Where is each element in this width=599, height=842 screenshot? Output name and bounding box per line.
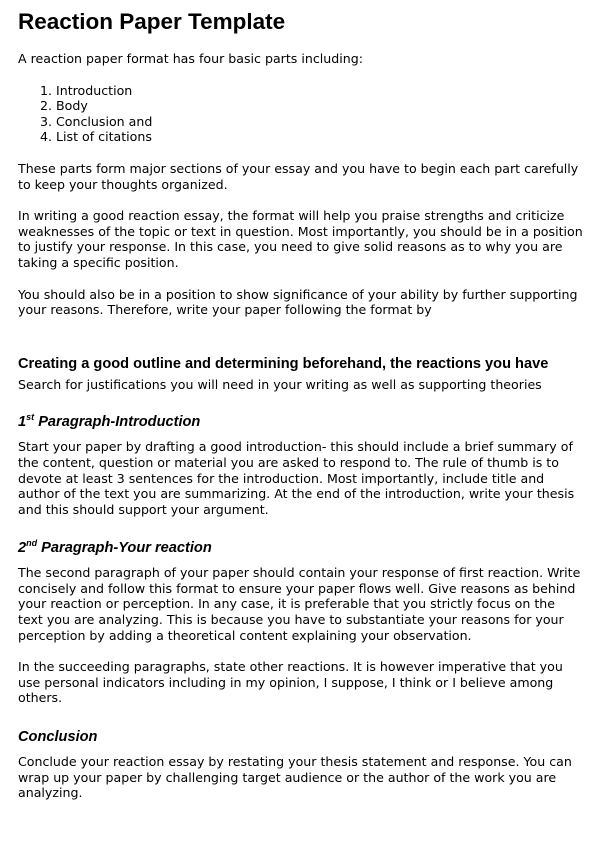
- list-item: 2. Body: [56, 98, 583, 114]
- heading-number: 2: [18, 540, 27, 557]
- list-item: 4. List of citations: [56, 129, 583, 145]
- list-item: 3. Conclusion and: [56, 114, 583, 130]
- conclusion-heading: Conclusion: [18, 729, 98, 746]
- body-paragraph: These parts form major sections of your essay and you have to begin each part carefully to keep your thoughts organized.: [18, 160, 579, 192]
- outline-heading: Creating a good outline and determining beforehand, the reactions you have: [18, 355, 549, 372]
- heading-ordinal: st: [26, 412, 35, 423]
- paragraph1-text: Start your paper by drafting a good introduction- this should include a brief summary of the content, question or material you are asked to respond to. The rule of thumb is to devote at least 3 sentences for the introduction. Most importantly, include title and author of the text you are summarizing. At the end of the introduction, write your thesis and this should support your argument.: [18, 439, 575, 517]
- body-paragraph: You should also be in a position to show significance of your ability by further supporting your reasons. Therefore, write your paper following the format by: [18, 286, 578, 318]
- body-paragraph: In writing a good reaction essay, the format will help you praise strengths and criticize weaknesses of the topic or text in question. Most importantly, you should be in a position to justify your response. In this case, you need to give solid reasons as to why you are taking a specific position.: [18, 208, 583, 270]
- heading-text: Paragraph-Your reaction: [37, 540, 212, 557]
- outline-text: Search for justifications you will need in your writing as well as supporting theories: [18, 376, 542, 392]
- paragraph2-heading: [18, 539, 583, 557]
- conclusion-text: Conclude your reaction essay by restating your thesis statement and response. You can wrap up your paper by challenging target audience or the author of the work you are analyzing.: [18, 754, 572, 801]
- intro-text: A reaction paper format has four basic parts including:: [18, 51, 363, 66]
- heading-number: 1: [18, 414, 27, 431]
- paragraph2-text-continued: In the succeeding paragraphs, state other reactions. It is however imperative that you use personal indicators including in my opinion, I suppose, I think or I believe among others.: [18, 659, 563, 706]
- paragraph1-heading: [18, 413, 583, 431]
- parts-list: [18, 83, 583, 145]
- heading-ordinal: nd: [26, 538, 38, 549]
- paragraph2-text: The second paragraph of your paper should contain your response of first reaction. Write concisely and follow this format to ensure your paper flows well. Give reasons as behind your reaction or perception. In any case, it is preferable that you strictly focus on the text you are analyzing. This is because you have to substantiate your reasons for your perception by adding a theoretical content explaining your observation.: [18, 565, 581, 643]
- list-item: 1. Introduction: [56, 83, 583, 99]
- page-title: Reaction Paper Template: [18, 9, 286, 34]
- heading-text: Paragraph-Introduction: [34, 414, 201, 431]
